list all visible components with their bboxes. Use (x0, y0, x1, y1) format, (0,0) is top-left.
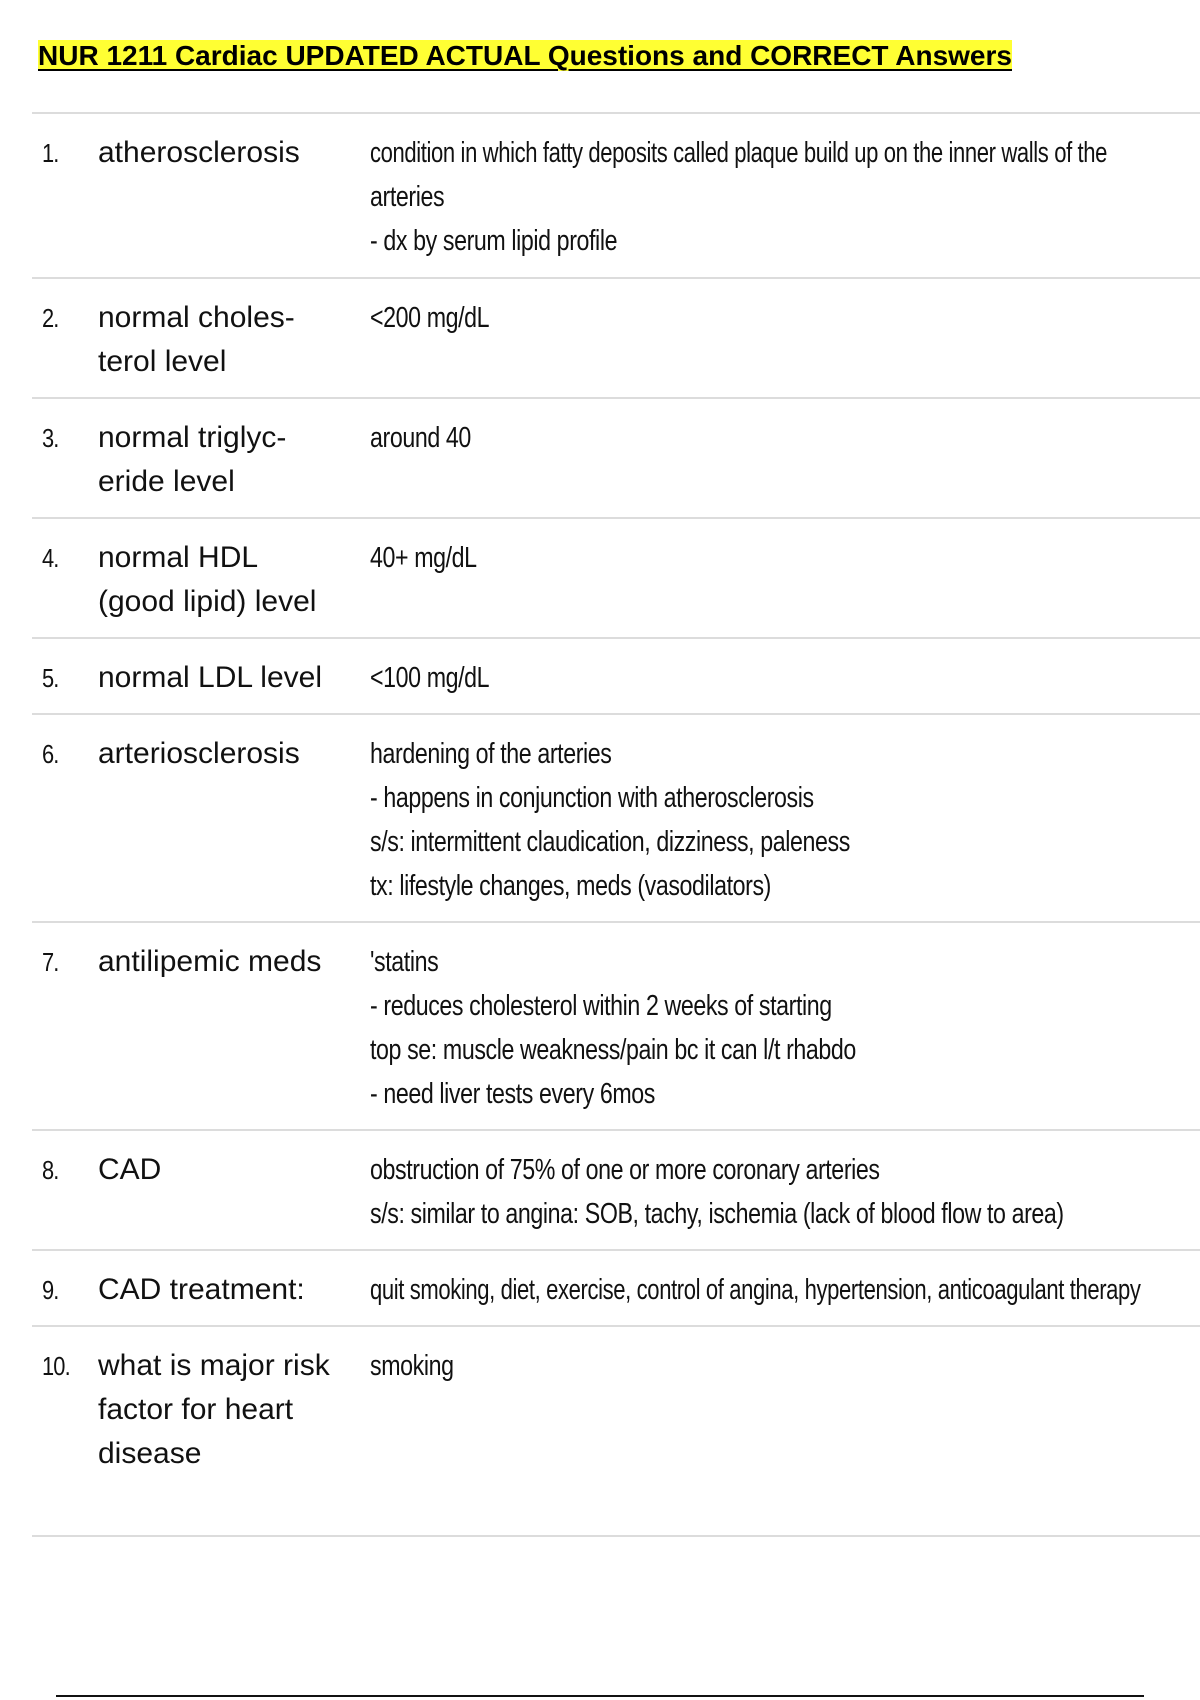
qa-row (32, 279, 1200, 399)
definition-line: tx: lifestyle changes, meds (vasodilators) (370, 870, 771, 902)
definition-line: <200 mg/dL (370, 302, 490, 334)
item-number: 7. (42, 947, 59, 977)
item-term: normal choles- terol level (98, 301, 295, 378)
qa-list (32, 112, 1200, 1537)
item-term: normal triglyc- eride level (98, 421, 287, 498)
page-bottom-rule (56, 1695, 1144, 1697)
item-number: 1. (42, 138, 59, 168)
item-number: 5. (42, 663, 59, 693)
document-title: NUR 1211 Cardiac UPDATED ACTUAL Questions and CORRECT Answers (38, 40, 1012, 71)
item-number: 8. (42, 1155, 59, 1185)
item-term: CAD treatment: (98, 1273, 305, 1306)
title-container (38, 36, 1168, 76)
item-number: 3. (42, 423, 59, 453)
definition-line: top se: muscle weakness/pain bc it can l/t rhabdo (370, 1034, 856, 1066)
definition-line: hardening of the arteries (370, 738, 612, 770)
item-definition (370, 940, 1200, 1116)
definition-line: s/s: similar to angina: SOB, tachy, ischemia (lack of blood flow to area) (370, 1198, 1064, 1230)
item-term: atherosclerosis (98, 136, 300, 169)
item-number: 2. (42, 303, 59, 333)
item-number: 9. (42, 1275, 59, 1305)
definition-line: - happens in conjunction with atherosclerosis (370, 782, 814, 814)
item-definition (370, 416, 1200, 460)
qa-row (32, 1131, 1200, 1251)
definition-line: obstruction of 75% of one or more coronary arteries (370, 1154, 880, 1186)
item-definition (370, 296, 1200, 340)
item-term: what is major risk factor for heart disease (98, 1349, 330, 1470)
definition-line: around 40 (370, 422, 471, 454)
qa-row (32, 399, 1200, 519)
item-definition (370, 732, 1200, 908)
item-definition (370, 1148, 1200, 1236)
item-term: arteriosclerosis (98, 737, 300, 770)
qa-row (32, 1251, 1200, 1327)
item-term: normal LDL level (98, 661, 322, 694)
definition-line: - dx by serum lipid profile (370, 225, 618, 257)
qa-row (32, 923, 1200, 1131)
qa-row (32, 639, 1200, 715)
qa-row (32, 519, 1200, 639)
qa-row (32, 1327, 1200, 1537)
definition-line: smoking (370, 1350, 454, 1382)
definition-line: - need liver tests every 6mos (370, 1078, 655, 1110)
definition-line: arteries (370, 181, 445, 213)
item-definition (370, 131, 1200, 263)
item-definition (370, 1344, 1200, 1388)
definition-line: 40+ mg/dL (370, 542, 477, 574)
qa-row (32, 114, 1200, 279)
item-term: CAD (98, 1153, 162, 1186)
item-definition (370, 656, 1200, 700)
definition-line: quit smoking, diet, exercise, control of angina, hypertension, anticoagulant therapy (370, 1274, 1141, 1306)
definition-line: <100 mg/dL (370, 662, 490, 694)
item-definition (370, 1268, 1200, 1312)
definition-line: - reduces cholesterol within 2 weeks of starting (370, 990, 832, 1022)
definition-line: 'statins (370, 946, 439, 978)
item-number: 10. (42, 1351, 70, 1381)
item-term: antilipemic meds (98, 945, 322, 978)
item-definition (370, 536, 1200, 580)
item-term: normal HDL (good lipid) level (98, 541, 317, 618)
item-number: 4. (42, 543, 59, 573)
item-number: 6. (42, 739, 59, 769)
definition-line: s/s: intermittent claudication, dizziness, paleness (370, 826, 850, 858)
definition-line: condition in which fatty deposits called plaque build up on the inner walls of the (370, 137, 1108, 169)
qa-row (32, 715, 1200, 923)
